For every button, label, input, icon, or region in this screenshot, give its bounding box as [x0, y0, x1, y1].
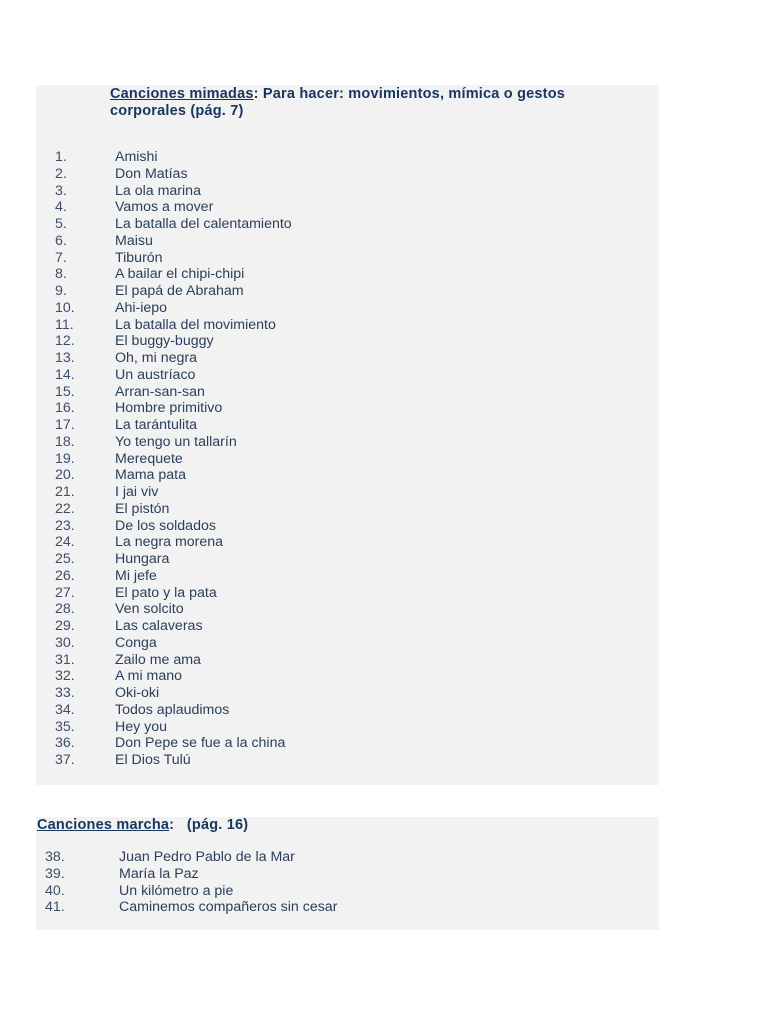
- song-title: Maisu: [115, 232, 153, 249]
- list-item: [55, 400, 292, 417]
- song-title: Yo tengo un tallarín: [115, 433, 237, 450]
- song-title: Hombre primitivo: [115, 400, 223, 417]
- list-item: [55, 384, 292, 401]
- item-number: 23.: [55, 517, 75, 534]
- list-item: [55, 417, 292, 434]
- song-list: [55, 149, 292, 769]
- song-title: Todos aplaudimos: [115, 701, 230, 718]
- list-item: [55, 568, 292, 585]
- item-number: 8.: [55, 266, 67, 283]
- song-title: Arran-san-san: [115, 383, 205, 400]
- list-item: [55, 333, 292, 350]
- song-title: La batalla del calentamiento: [115, 216, 292, 232]
- list-item: [55, 501, 292, 518]
- song-list: [45, 849, 337, 916]
- heading-link[interactable]: Canciones marcha: [37, 817, 170, 833]
- list-item: [55, 183, 292, 200]
- list-item: [55, 149, 292, 166]
- item-number: 37.: [55, 752, 75, 768]
- item-number: 31.: [55, 651, 75, 668]
- list-item: [55, 585, 292, 602]
- list-item: [45, 866, 337, 883]
- item-number: 21.: [55, 484, 75, 500]
- list-item: [55, 166, 292, 183]
- item-number: 30.: [55, 634, 75, 651]
- list-item: [55, 518, 292, 535]
- song-title: I jai viv: [115, 484, 159, 500]
- item-number: 26.: [55, 567, 75, 584]
- list-item: [55, 199, 292, 216]
- heading-text: : (pág. 16): [169, 817, 249, 833]
- song-title: Un kilómetro a pie: [119, 882, 234, 899]
- list-item: [55, 233, 292, 250]
- song-title: La batalla del movimiento: [115, 316, 276, 333]
- song-title: El pistón: [115, 500, 170, 517]
- item-number: 3.: [55, 182, 67, 199]
- list-item: [55, 250, 292, 267]
- item-number: 41.: [45, 899, 65, 916]
- item-number: 39.: [45, 865, 65, 882]
- item-number: 1.: [55, 149, 67, 165]
- list-item: [55, 484, 292, 501]
- item-number: 11.: [55, 316, 74, 333]
- song-title: A bailar el chipi-chipi: [115, 266, 245, 283]
- song-title: Mama pata: [115, 467, 186, 484]
- song-title: Conga: [115, 634, 157, 651]
- section-canciones-marcha: [36, 817, 659, 930]
- item-number: 13.: [55, 350, 75, 366]
- list-item: [45, 849, 337, 866]
- list-item: [55, 601, 292, 618]
- song-title: La ola marina: [115, 182, 201, 199]
- list-item: [55, 216, 292, 233]
- song-title: Oh, mi negra: [115, 350, 198, 366]
- list-item: [55, 451, 292, 468]
- song-title: Hungara: [115, 551, 170, 567]
- song-title: El buggy-buggy: [115, 333, 214, 350]
- item-number: 32.: [55, 668, 75, 685]
- item-number: 18.: [55, 433, 75, 450]
- section-heading: [37, 817, 248, 834]
- item-number: 22.: [55, 500, 75, 517]
- song-title: Don Pepe se fue a la china: [115, 735, 286, 752]
- item-number: 19.: [55, 450, 75, 467]
- song-title: Merequete: [115, 450, 183, 467]
- item-number: 15.: [55, 383, 75, 400]
- list-item: [55, 534, 292, 551]
- list-item: [55, 266, 292, 283]
- item-number: 17.: [55, 417, 75, 433]
- list-item: [55, 283, 292, 300]
- song-title: Vamos a mover: [115, 199, 214, 216]
- item-number: 9.: [55, 283, 67, 299]
- song-title: De los soldados: [115, 517, 216, 534]
- item-number: 33.: [55, 685, 75, 701]
- song-title: El pato y la pata: [115, 584, 217, 601]
- list-item: [55, 434, 292, 451]
- item-number: 40.: [45, 882, 65, 899]
- song-title: Ven solcito: [115, 601, 184, 618]
- list-item: [45, 883, 337, 900]
- song-title: La tarántulita: [115, 417, 198, 433]
- list-item: [55, 551, 292, 568]
- song-title: Oki-oki: [115, 685, 160, 701]
- item-number: 27.: [55, 584, 75, 601]
- item-number: 7.: [55, 249, 67, 266]
- list-item: [55, 367, 292, 384]
- song-title: Caminemos compañeros sin cesar: [119, 899, 338, 916]
- item-number: 20.: [55, 467, 75, 484]
- song-title: Zailo me ama: [115, 651, 201, 668]
- song-title: Tiburón: [115, 249, 163, 266]
- item-number: 35.: [55, 718, 75, 735]
- item-number: 28.: [55, 601, 75, 618]
- list-item: [55, 702, 292, 719]
- list-item: [45, 899, 337, 916]
- item-number: 34.: [55, 701, 75, 718]
- song-title: Un austríaco: [115, 366, 196, 383]
- item-number: 6.: [55, 232, 67, 249]
- heading-link[interactable]: Canciones mimadas: [110, 86, 254, 102]
- song-title: El Dios Tulú: [115, 752, 191, 768]
- list-item: [55, 685, 292, 702]
- item-number: 5.: [55, 216, 67, 232]
- section-canciones-mimadas: [36, 85, 659, 785]
- song-title: Mi jefe: [115, 567, 157, 584]
- song-title: Juan Pedro Pablo de la Mar: [119, 849, 295, 865]
- list-item: [55, 350, 292, 367]
- song-title: El papá de Abraham: [115, 283, 244, 299]
- item-number: 24.: [55, 534, 75, 551]
- item-number: 12.: [55, 333, 75, 350]
- item-number: 16.: [55, 400, 75, 417]
- list-item: [55, 752, 292, 769]
- song-title: La negra morena: [115, 534, 224, 551]
- song-title: Don Matías: [115, 165, 188, 182]
- item-number: 14.: [55, 366, 75, 383]
- item-number: 10.: [55, 299, 75, 316]
- section-heading: [110, 86, 610, 148]
- song-title: A mi mano: [115, 668, 183, 685]
- list-item: [55, 317, 292, 334]
- song-title: Amishi: [115, 149, 158, 165]
- song-title: Ahi-iepo: [115, 299, 168, 316]
- list-item: [55, 652, 292, 669]
- item-number: 36.: [55, 735, 75, 752]
- item-number: 2.: [55, 165, 67, 182]
- list-item: [55, 300, 292, 317]
- list-item: [55, 467, 292, 484]
- song-title: María la Paz: [119, 865, 199, 882]
- item-number: 4.: [55, 199, 67, 216]
- list-item: [55, 668, 292, 685]
- item-number: 38.: [45, 849, 65, 865]
- list-item: [55, 635, 292, 652]
- song-title: Hey you: [115, 718, 168, 735]
- heading-text: : Para hacer: movimientos, mímica o gestos corporales (pág. 7): [110, 86, 566, 119]
- item-number: 29.: [55, 618, 75, 634]
- list-item: [55, 735, 292, 752]
- item-number: 25.: [55, 551, 75, 567]
- list-item: [55, 719, 292, 736]
- song-title: Las calaveras: [115, 618, 203, 634]
- list-item: [55, 618, 292, 635]
